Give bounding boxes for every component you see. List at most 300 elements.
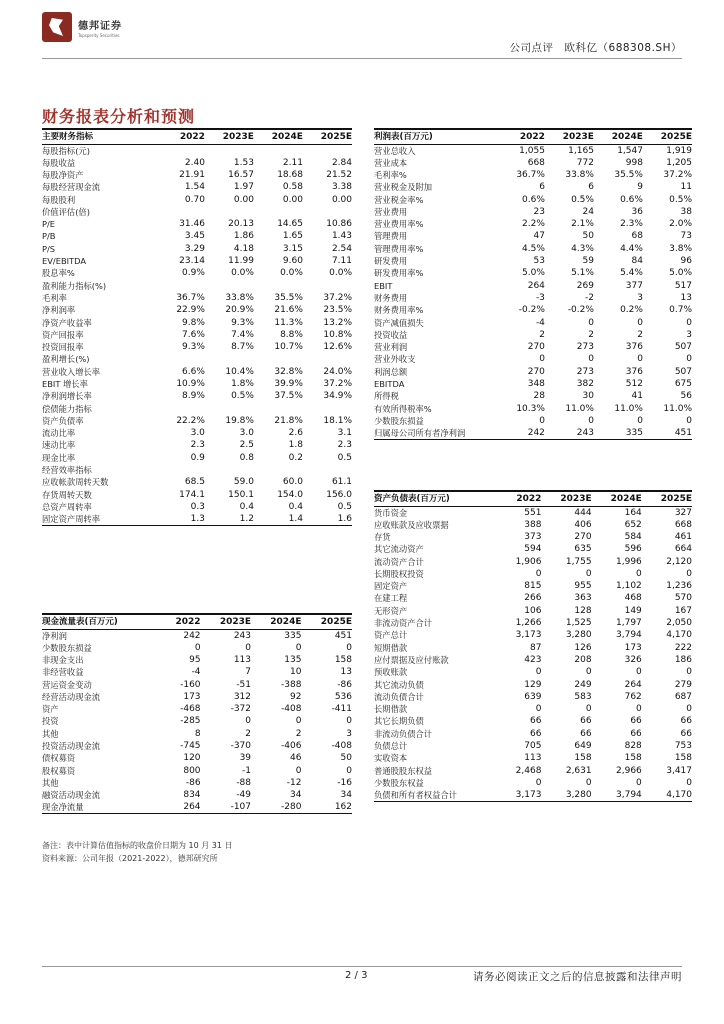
table-title: 主要财务指标: [42, 131, 94, 142]
cell-value: 0.58: [282, 182, 303, 193]
row-label: 其它流动负债: [374, 679, 424, 690]
row-label: 每股收益: [42, 157, 76, 168]
cell-value: 3,173: [515, 790, 542, 801]
cell-value: 2.84: [331, 157, 352, 168]
cell-value: 113: [233, 654, 252, 665]
row-label: 营运资金变动: [42, 679, 92, 690]
cell-value: 2,468: [515, 765, 542, 776]
cell-value: 5.0%: [669, 268, 692, 279]
main-indicators-table: [42, 128, 352, 526]
cell-value: 815: [524, 581, 542, 592]
year-header: 2025E: [660, 493, 692, 504]
table-row: [42, 341, 352, 353]
cell-value: 8.9%: [182, 391, 205, 402]
cell-value: 11: [680, 182, 692, 193]
table-row: [374, 531, 692, 543]
table-row: [42, 243, 352, 255]
row-label: 少数股东权益: [374, 777, 424, 788]
table-row: [42, 691, 352, 703]
cell-value: 46: [290, 753, 302, 764]
cell-value: 23.5%: [323, 305, 352, 316]
cell-value: -406: [281, 741, 302, 752]
table-row: [374, 777, 692, 789]
table-row: [42, 464, 352, 476]
cell-value: 2.5: [239, 440, 254, 451]
row-label: 应付票据及应付账款: [374, 654, 449, 665]
row-label: 盈利能力指标(%): [42, 280, 107, 291]
cell-value: 2: [245, 728, 252, 739]
cell-value: 468: [624, 593, 642, 604]
cell-value: 4.4%: [620, 243, 643, 254]
logo-company-name-en: Topsperity Securities: [78, 32, 120, 38]
cell-value: 2.0%: [669, 219, 692, 230]
row-label: 现金比率: [42, 452, 76, 463]
cell-value: 0: [346, 765, 352, 776]
cell-value: 0: [346, 716, 352, 727]
table-row: [374, 703, 692, 715]
row-label: 流动负债合计: [374, 691, 424, 702]
table-row: [42, 501, 352, 513]
row-label: 偿债能力指标: [42, 403, 92, 414]
cell-value: 34: [340, 790, 352, 801]
cell-value: 3.15: [282, 243, 303, 254]
cell-value: 266: [524, 593, 542, 604]
cell-value: 36.7%: [176, 292, 205, 303]
row-label: 盈利增长(%): [42, 354, 90, 365]
cell-value: 66: [529, 728, 542, 739]
cell-value: 13: [680, 292, 692, 303]
cell-value: 664: [674, 544, 692, 555]
cell-value: 10.9%: [176, 378, 205, 389]
cell-value: 1,205: [666, 157, 692, 168]
cell-value: 264: [183, 802, 201, 813]
row-label: 归属母公司所有者净利润: [374, 428, 466, 439]
header-divider: [42, 58, 682, 59]
cell-value: 1.2: [239, 514, 254, 525]
cell-value: 2.6: [288, 428, 303, 439]
row-label: 财务费用: [374, 292, 408, 303]
cell-value: 507: [674, 342, 692, 353]
row-label: 研发费用: [374, 256, 408, 267]
row-label: 营业总收入: [374, 145, 416, 156]
cell-value: 570: [674, 593, 692, 604]
table-row: [374, 144, 692, 157]
cell-value: 1,165: [568, 145, 594, 156]
cell-value: 1,919: [666, 145, 692, 156]
table-header-row: [42, 129, 352, 144]
cell-value: [254, 279, 303, 291]
table-row: [374, 329, 692, 341]
cell-value: 0: [637, 415, 643, 426]
row-label: 普通股股东权益: [374, 765, 433, 776]
company-logo: [42, 12, 122, 42]
cell-value: 0.5%: [669, 194, 692, 205]
cell-value: 363: [574, 593, 592, 604]
cell-value: 0: [686, 354, 692, 365]
table-row: [42, 777, 352, 789]
cell-value: 167: [674, 605, 692, 616]
cell-value: 382: [576, 378, 594, 389]
cell-value: 705: [524, 740, 542, 751]
cell-value: [303, 279, 352, 291]
table-header-row: [42, 614, 352, 629]
cell-value: 0: [636, 667, 642, 678]
cell-value: 21.52: [326, 169, 352, 180]
row-label: 净利润增长率: [42, 391, 92, 402]
cell-value: 635: [574, 544, 592, 555]
table-row: [374, 752, 692, 764]
row-label: 资产总计: [374, 630, 408, 641]
cell-value: 270: [574, 531, 592, 542]
cell-value: 11.99: [228, 256, 254, 267]
cell-value: 668: [527, 157, 545, 168]
cell-value: 0: [637, 317, 643, 328]
cell-value: 18.68: [277, 169, 303, 180]
cell-value: 753: [674, 740, 692, 751]
cell-value: 41: [631, 391, 643, 402]
cell-value: 0: [539, 415, 545, 426]
cell-value: 668: [674, 519, 692, 530]
row-label: 长期股权投资: [374, 568, 424, 579]
row-label: 总资产周转率: [42, 501, 92, 512]
cell-value: 37.2%: [663, 169, 692, 180]
cell-value: -107: [230, 802, 252, 813]
row-label: 现金净流量: [42, 802, 84, 813]
cell-value: 92: [290, 691, 302, 702]
table-row: [374, 193, 692, 205]
table-row: [42, 353, 352, 365]
cell-value: [160, 353, 205, 365]
row-label: 经营活动现金流: [42, 691, 101, 702]
cell-value: 0.5%: [571, 194, 594, 205]
year-header: 2024E: [271, 131, 303, 142]
cell-value: 23: [533, 206, 545, 217]
table-row: [42, 230, 352, 242]
table-row: [374, 230, 692, 242]
cell-value: 36: [631, 206, 643, 217]
cell-value: -388: [281, 679, 302, 690]
table-row: [374, 519, 692, 531]
row-label: 价值评估(倍): [42, 206, 90, 217]
cell-value: 84: [631, 256, 643, 267]
row-label: 少数股东损益: [374, 415, 424, 426]
cell-value: 10.86: [326, 219, 352, 230]
cell-value: 0.6%: [522, 194, 545, 205]
year-header: 2024E: [610, 493, 642, 504]
cell-value: 0: [686, 704, 692, 715]
table-row: [374, 629, 692, 641]
cell-value: 33.8%: [225, 292, 254, 303]
row-label: 速动比率: [42, 440, 76, 451]
row-label: 少数股东损益: [42, 642, 92, 653]
cell-value: 36.7%: [516, 169, 545, 180]
cell-value: -86: [185, 777, 201, 788]
table-row: [374, 402, 692, 414]
cell-value: 21.8%: [274, 415, 303, 426]
cell-value: 66: [580, 716, 592, 727]
cell-value: 3.0: [190, 428, 205, 439]
cell-value: 376: [625, 366, 643, 377]
cell-value: 3,794: [616, 790, 642, 801]
disclaimer: 请务必阅读正文之后的信息披露和法律声明: [473, 971, 682, 983]
cell-value: [205, 353, 254, 365]
cell-value: 0.2%: [620, 305, 643, 316]
row-label: 预收账款: [374, 667, 408, 678]
cell-value: 3: [686, 329, 692, 340]
cell-value: 0.00: [331, 194, 352, 205]
row-label: 研发费用率%: [374, 268, 424, 279]
cell-value: 2.3%: [620, 219, 643, 230]
table-row: [374, 316, 692, 328]
table-title: 现金流量表(百万元): [42, 616, 118, 627]
cell-value: 2.3: [190, 440, 205, 451]
cell-value: 37.2%: [323, 378, 352, 389]
row-label: 其他: [42, 728, 59, 739]
cell-value: 406: [574, 519, 592, 530]
table-row: [42, 255, 352, 267]
row-label: 存货周转天数: [42, 489, 92, 500]
cell-value: 87: [529, 642, 542, 653]
cell-value: -0.2%: [518, 305, 545, 316]
cell-value: 10.4%: [225, 366, 254, 377]
cell-value: -2: [584, 292, 594, 303]
table-row: [42, 157, 352, 169]
table-row: [42, 329, 352, 341]
table-row: [42, 789, 352, 801]
table-row: [374, 506, 692, 519]
row-label: 营业成本: [374, 157, 408, 168]
table-row: [374, 304, 692, 316]
table-row: [374, 157, 692, 169]
cell-value: 222: [674, 642, 692, 653]
cell-value: 0: [686, 415, 692, 426]
cell-value: 596: [624, 544, 642, 555]
cell-value: 31.46: [179, 219, 205, 230]
row-label: 营业费用: [374, 206, 408, 217]
cell-value: 13: [340, 667, 352, 678]
row-label: 经营效率指标: [42, 465, 92, 476]
cell-value: -745: [180, 741, 201, 752]
cell-value: 2: [588, 329, 594, 340]
cell-value: 35.5%: [274, 292, 303, 303]
cell-value: 20.9%: [225, 305, 254, 316]
cell-value: 3,417: [666, 765, 692, 776]
cell-value: 0: [585, 568, 592, 579]
row-label: 每股净资产: [42, 169, 84, 180]
cell-value: 551: [524, 507, 542, 518]
cell-value: 68: [631, 231, 643, 242]
cell-value: 687: [674, 691, 692, 702]
cell-value: 150.1: [228, 489, 254, 500]
cell-value: 1,906: [515, 556, 542, 567]
cell-value: 37.2%: [323, 292, 352, 303]
row-label: 财务费用率%: [374, 305, 424, 316]
cell-value: 66: [680, 716, 692, 727]
year-header: 2024E: [270, 616, 302, 627]
cell-value: 326: [624, 654, 642, 665]
row-label: 毛利率: [42, 292, 67, 303]
cell-value: 37.5%: [274, 391, 303, 402]
year-header: 2023E: [222, 131, 254, 142]
table-row: [42, 489, 352, 501]
cell-value: 7: [245, 667, 252, 678]
cell-value: 1,525: [565, 618, 592, 629]
row-label: 应收帐款周转天数: [42, 477, 109, 488]
cell-value: 66: [630, 716, 642, 727]
cell-value: 517: [674, 280, 692, 291]
cell-value: 14.65: [277, 219, 303, 230]
row-label: 其他: [42, 777, 59, 788]
cell-value: 2,966: [616, 765, 642, 776]
table-row: [374, 169, 692, 181]
cell-value: 0.5: [337, 501, 352, 512]
cell-value: [254, 206, 303, 218]
page-number: 2 / 3: [345, 970, 368, 981]
cell-value: 423: [524, 654, 542, 665]
cell-value: 2.3: [337, 440, 352, 451]
row-label: 营业税金及附加: [374, 182, 433, 193]
table-row: [42, 402, 352, 414]
cell-value: 9.8%: [182, 317, 205, 328]
row-label: 投资活动现金流: [42, 741, 101, 752]
cell-value: -16: [337, 777, 352, 788]
cell-value: 6.6%: [182, 366, 205, 377]
cell-value: 1,547: [617, 145, 643, 156]
cell-value: 1.8: [288, 440, 303, 451]
table-row: [42, 642, 352, 654]
cell-value: 0.2: [288, 452, 303, 463]
row-label: 应收账款及应收票据: [374, 519, 449, 530]
row-label: 投资收益: [374, 329, 408, 340]
logo-company-name: 德邦证券: [78, 20, 122, 32]
year-header: 2024E: [611, 131, 643, 142]
table-row: [374, 715, 692, 727]
cell-value: -3: [535, 292, 545, 303]
row-label: 非经营收益: [42, 667, 84, 678]
cell-value: 0: [194, 642, 201, 653]
cell-value: [160, 402, 205, 414]
cell-value: 3,173: [515, 630, 542, 641]
cell-value: 120: [183, 753, 201, 764]
row-label: 资产减值损失: [374, 317, 424, 328]
cell-value: 164: [624, 507, 642, 518]
cell-value: [303, 206, 352, 218]
row-label: 流动比率: [42, 428, 76, 439]
cell-value: 0.70: [184, 194, 205, 205]
row-label: EBITDA: [374, 378, 405, 389]
row-label: 营业收入增长率: [42, 366, 101, 377]
table-row: [374, 568, 692, 580]
cell-value: 1,755: [565, 556, 592, 567]
table-row: [374, 666, 692, 678]
cell-value: 2,050: [666, 618, 692, 629]
balance-sheet-table: [374, 490, 692, 802]
year-header: 2025E: [660, 131, 692, 142]
cell-value: 129: [524, 679, 542, 690]
cell-value: -51: [236, 679, 252, 690]
cell-value: 5.1%: [571, 268, 594, 279]
cell-value: 5.0%: [522, 268, 545, 279]
cell-value: 3,280: [565, 790, 592, 801]
year-header: 2025E: [320, 131, 352, 142]
cell-value: 1,236: [666, 581, 692, 592]
cell-value: [160, 464, 205, 476]
row-label: 股息率%: [42, 268, 75, 279]
cell-value: 3,794: [616, 630, 642, 641]
cell-value: 1.97: [233, 182, 254, 193]
cell-value: 158: [574, 753, 592, 764]
cell-value: 1,797: [616, 618, 642, 629]
cell-value: 11.0%: [565, 403, 594, 414]
cell-value: 273: [576, 342, 594, 353]
cell-value: 0: [346, 642, 352, 653]
cell-value: 0: [535, 777, 542, 788]
cell-value: 4,170: [666, 630, 692, 641]
table-row: [42, 378, 352, 390]
cell-value: 0: [636, 777, 642, 788]
cell-value: [303, 402, 352, 414]
cell-value: 1.8%: [231, 378, 254, 389]
row-label: 资产负债率: [42, 415, 84, 426]
table-row: [374, 341, 692, 353]
cell-value: 8.7%: [231, 342, 254, 353]
table-row: [42, 764, 352, 776]
cell-value: 47: [533, 231, 545, 242]
cell-value: 12.6%: [323, 342, 352, 353]
cell-value: 2.11: [282, 157, 303, 168]
table-header-row: [374, 129, 692, 144]
row-label: 无形资产: [374, 605, 408, 616]
cell-value: [303, 144, 352, 157]
cell-value: 507: [674, 366, 692, 377]
table-row: [42, 267, 352, 279]
table-row: [374, 243, 692, 255]
cell-value: -372: [230, 704, 252, 715]
cell-value: 0.9: [190, 452, 205, 463]
year-header: 2025E: [320, 616, 352, 627]
row-label: 利润总额: [374, 366, 408, 377]
cell-value: 158: [334, 654, 352, 665]
report-label: 公司点评 欧科亿（688308.SH）: [509, 42, 682, 54]
cell-value: 0: [686, 317, 692, 328]
table-row: [374, 789, 692, 802]
cell-value: 242: [527, 428, 545, 439]
table-row: [42, 169, 352, 181]
row-label: 非流动负债合计: [374, 728, 433, 739]
cell-value: [160, 144, 205, 157]
year-header: 2022: [175, 616, 201, 627]
cell-value: 3.45: [184, 231, 205, 242]
table-row: [42, 415, 352, 427]
row-label: 营业税金率%: [374, 194, 424, 205]
row-label: 净利润率: [42, 305, 76, 316]
cell-value: 461: [674, 531, 692, 542]
table-row: [42, 304, 352, 316]
table-row: [42, 728, 352, 740]
section-title: 财务报表分析和预测: [42, 107, 196, 126]
row-label: 每股指标(元): [42, 145, 90, 156]
row-label: 管理费用率%: [374, 243, 424, 254]
cell-value: 61.1: [331, 477, 352, 488]
table-row: [374, 592, 692, 604]
cell-value: [160, 279, 205, 291]
table-row: [42, 439, 352, 451]
cell-value: -285: [180, 716, 201, 727]
cell-value: 3: [637, 292, 643, 303]
cell-value: 28: [533, 391, 545, 402]
cell-value: 0.5: [337, 452, 352, 463]
cell-value: 312: [233, 691, 252, 702]
